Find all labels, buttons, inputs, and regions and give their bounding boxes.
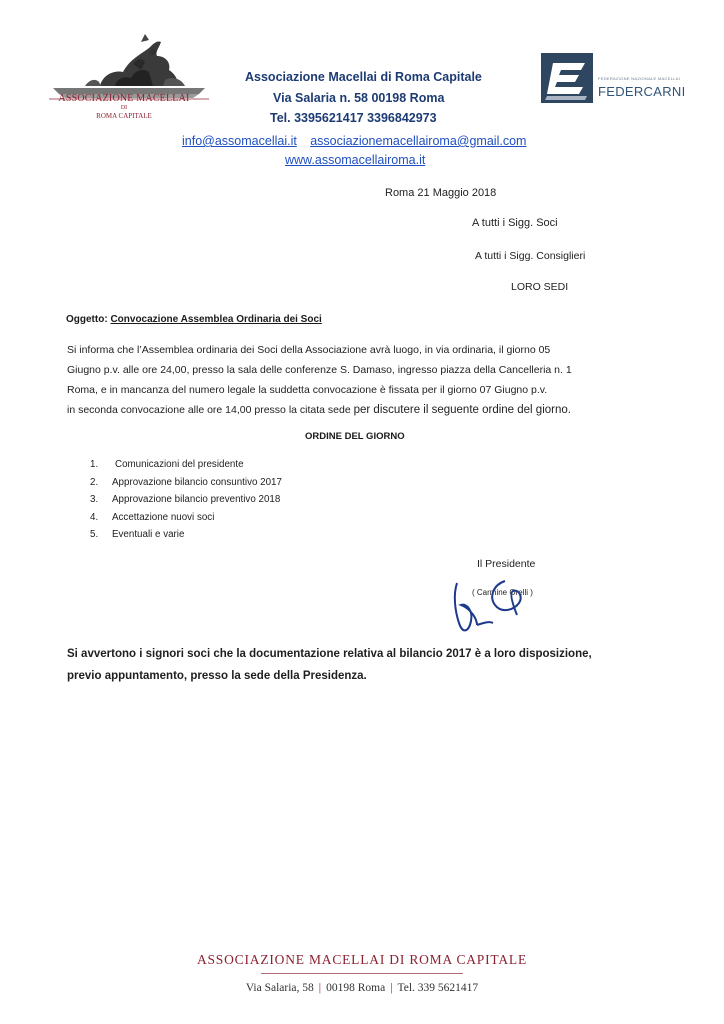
agenda-number: 4. — [90, 511, 99, 523]
signatory-name: ( Carmine Orelli ) — [472, 588, 533, 597]
federcarni-name: FEDERCARNI — [598, 84, 686, 99]
header-address: Via Salaria n. 58 00198 Roma — [273, 91, 445, 105]
agenda-title: ORDINE DEL GIORNO — [305, 431, 405, 442]
footer-org-name: ASSOCIAZIONE MACELLAI DI ROMA CAPITALE — [196, 952, 528, 967]
notice-paragraph — [67, 643, 697, 687]
agenda-number: 3. — [90, 494, 99, 505]
notice-line: Si avvertono i signori soci che la documentazione relativa al bilancio 2017 è a loro disposizione, — [67, 648, 592, 660]
website-link[interactable]: www.assomacellairoma.it — [285, 153, 426, 167]
subject-line — [66, 314, 322, 325]
footer-address — [0, 982, 724, 994]
logo-line-1: ASSOCIAZIONE MACELLAI — [58, 93, 190, 104]
signature-icon — [443, 575, 558, 650]
agenda-label: Eventuali e varie — [112, 529, 185, 540]
header-phones: Tel. 3395621417 3396842973 — [270, 111, 437, 125]
federcarni-subtitle: FEDERAZIONE NAZIONALE MACELLAI — [598, 76, 681, 81]
email-link-2[interactable]: associazionemacellairoma@gmail.com — [310, 134, 527, 148]
footer-separator: | — [318, 982, 322, 994]
logo-line-2: DI — [120, 105, 128, 111]
body-paragraph — [67, 340, 677, 420]
email-link-1[interactable]: info@assomacellai.it — [182, 134, 297, 148]
subject-text: Convocazione Assemblea Ordinaria dei Soci — [110, 314, 322, 325]
body-line — [67, 400, 677, 420]
body-line-part-emphasis: per discutere il seguente ordine del giorno. — [353, 404, 571, 416]
footer-street: Via Salaria, 58 — [245, 982, 314, 994]
header-org-name: Associazione Macellai di Roma Capitale — [245, 70, 482, 84]
footer-separator: | — [390, 982, 393, 994]
agenda-label: Accettazione nuovi soci — [112, 511, 215, 523]
body-line: Giugno p.v. alle ore 24,00, presso la sala delle conferenze S. Damaso, ingresso piazza della Cancelleria n. 1 — [67, 364, 572, 376]
footer-city: 00198 Roma — [326, 982, 386, 994]
body-line: Si informa che l’Assemblea ordinaria dei Soci della Associazione avrà luogo, in via ordinaria, il giorno 05 — [67, 344, 551, 356]
notice-line: previo appuntamento, presso la sede della Presidenza. — [67, 670, 367, 682]
body-line-part: in seconda convocazione alle ore 14,00 presso la citata sede — [67, 404, 354, 416]
header-emails — [182, 132, 526, 150]
footer-divider — [261, 973, 463, 974]
agenda-number: 5. — [90, 529, 99, 540]
recipient-loro-sedi: LORO SEDI — [511, 281, 569, 293]
agenda-number: 1. — [90, 459, 99, 470]
agenda-label: Comunicazioni del presidente — [115, 459, 244, 470]
signatory-title: Il Presidente — [477, 558, 536, 570]
agenda-label: Approvazione bilancio consuntivo 2017 — [112, 476, 282, 488]
federcarni-logo-icon — [541, 53, 593, 103]
body-line: Roma, e in mancanza del numero legale la suddetta convocazione è fissata per il giorno 07 Giugno p.v. — [67, 384, 548, 396]
agenda-number: 2. — [90, 476, 99, 488]
letter-date: Roma 21 Maggio 2018 — [385, 187, 497, 199]
recipient-consiglieri: A tutti i Sigg. Consiglieri — [475, 250, 586, 262]
association-logo-text — [45, 93, 203, 120]
footer-tel: Tel. 339 5621417 — [397, 982, 479, 994]
logo-line-3: ROMA CAPITALE — [96, 112, 152, 120]
agenda-label: Approvazione bilancio preventivo 2018 — [112, 494, 281, 505]
subject-label: Oggetto: — [66, 314, 108, 325]
recipient-soci: A tutti i Sigg. Soci — [472, 217, 558, 229]
